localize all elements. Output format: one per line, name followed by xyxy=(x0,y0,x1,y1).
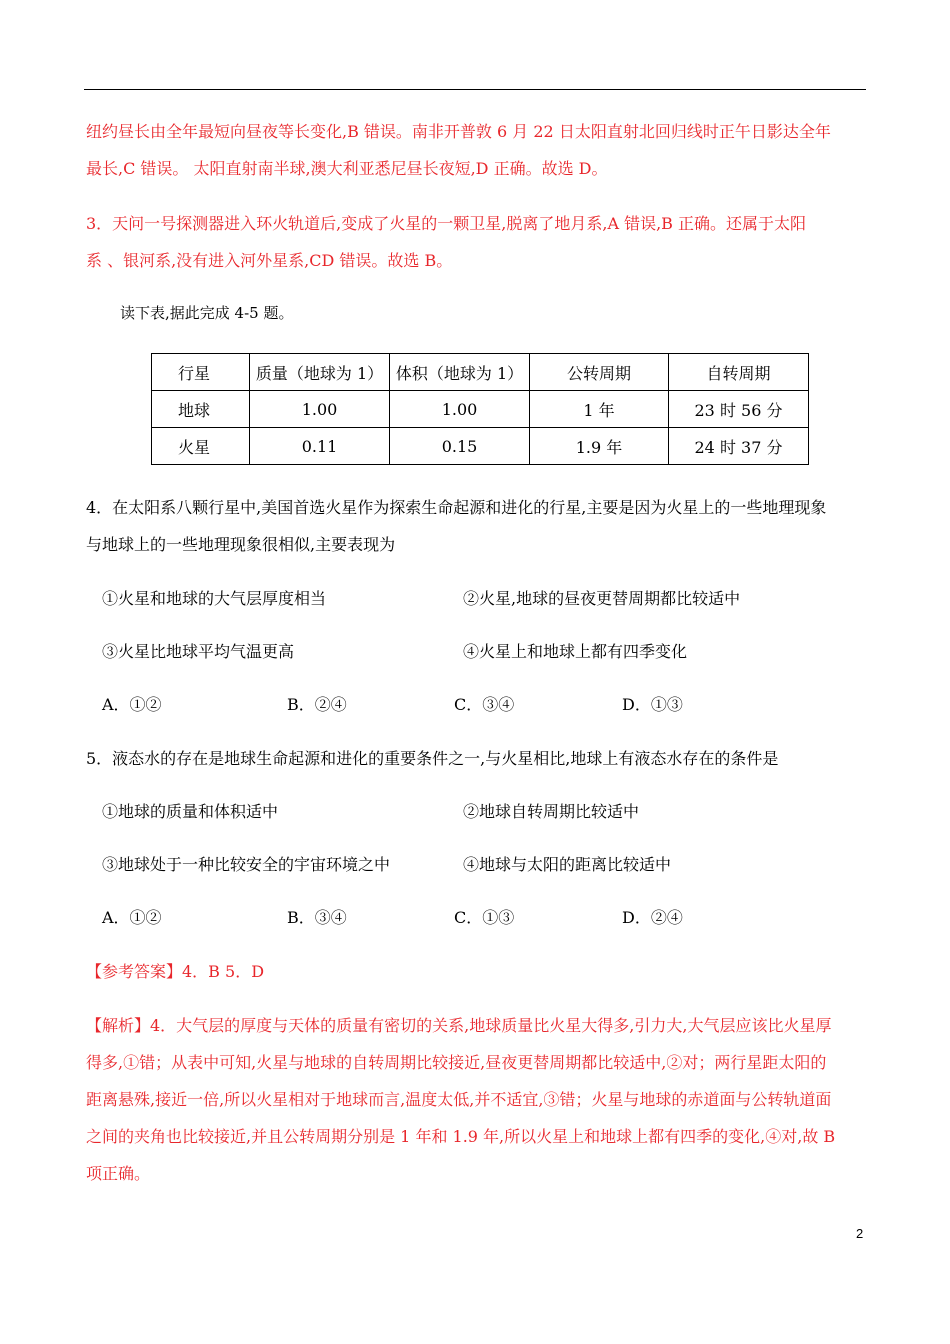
planet-table xyxy=(151,353,809,465)
table-cell: 0.11 xyxy=(250,428,390,465)
table-cell: 火星 xyxy=(152,428,250,465)
analysis-line-1: 【解析】4．大气层的厚度与天体的质量有密切的关系,地球质量比火星大得多,引力大,大气层应该比火星厚 xyxy=(86,1016,832,1035)
q4-stem-line-1: 4．在太阳系八颗行星中,美国首选火星作为探索生命起源和进化的行星,主要是因为火星上的一些地理现象 xyxy=(86,498,827,517)
analysis-line-3: 距离悬殊,接近一倍,所以火星相对于地球而言,温度太低,并不适宜,③错；火星与地球的赤道面与公转轨道面 xyxy=(86,1090,832,1109)
table-cell: 1.00 xyxy=(250,391,390,428)
header-cell: 自转周期 xyxy=(669,354,809,391)
q5-item-2: ②地球自转周期比较适中 xyxy=(463,802,640,821)
q5-item-4: ④地球与太阳的距离比较适中 xyxy=(463,855,672,874)
q5-choice-d: D．②④ xyxy=(622,908,683,927)
page-number: 2 xyxy=(856,1226,864,1241)
table-intro: 读下表,据此完成 4-5 题。 xyxy=(120,304,294,322)
table-cell: 1.9 年 xyxy=(530,428,669,465)
q4-item-4: ④火星上和地球上都有四季变化 xyxy=(463,642,688,661)
q5-choice-b: B．③④ xyxy=(287,908,347,927)
q5-choice-a: A．①② xyxy=(102,908,162,927)
q4-item-1: ①火星和地球的大气层厚度相当 xyxy=(102,589,327,608)
q4-item-2: ②火星,地球的昼夜更替周期都比较适中 xyxy=(463,589,741,608)
table-row xyxy=(152,391,809,428)
q3-answer-line-2: 系 、银河系,没有进入河外星系,CD 错误。故选 B。 xyxy=(86,251,453,270)
table-cell: 1.00 xyxy=(390,391,530,428)
prev-answer-line-2: 最长,C 错误。 太阳直射南半球,澳大利亚悉尼昼长夜短,D 正确。故选 D。 xyxy=(86,159,608,178)
q5-item-1: ①地球的质量和体积适中 xyxy=(102,802,279,821)
table-header-row xyxy=(152,354,809,391)
q5-choice-c: C．①③ xyxy=(454,908,515,927)
header-cell: 质量（地球为 1） xyxy=(250,354,390,391)
q4-choice-a: A．①② xyxy=(102,695,162,714)
analysis-line-2: 得多,①错；从表中可知,火星与地球的自转周期比较接近,昼夜更替周期都比较适中,②对；两行星距太阳的 xyxy=(86,1053,827,1072)
q4-choice-d: D．①③ xyxy=(622,695,683,714)
table-cell: 24 时 37 分 xyxy=(669,428,809,465)
header-cell: 公转周期 xyxy=(530,354,669,391)
analysis-line-4: 之间的夹角也比较接近,并且公转周期分别是 1 年和 1.9 年,所以火星上和地球上都有四季的变化,④对,故 B xyxy=(86,1127,836,1146)
header-rule xyxy=(84,89,866,90)
header-cell: 体积（地球为 1） xyxy=(390,354,530,391)
q4-item-3: ③火星比地球平均气温更高 xyxy=(102,642,295,661)
prev-answer-line-1: 纽约昼长由全年最短向昼夜等长变化,B 错误。南非开普敦 6 月 22 日太阳直射北回归线时正午日影达全年 xyxy=(86,122,831,141)
table-cell: 1 年 xyxy=(530,391,669,428)
q4-choice-c: C．③④ xyxy=(454,695,515,714)
q4-choice-b: B．②④ xyxy=(287,695,347,714)
table-cell: 0.15 xyxy=(390,428,530,465)
q3-answer-line-1: 3．天问一号探测器进入环火轨道后,变成了火星的一颗卫星,脱离了地月系,A 错误,B 正确。还属于太阳 xyxy=(86,214,807,233)
q5-item-3: ③地球处于一种比较安全的宇宙环境之中 xyxy=(102,855,391,874)
q5-stem: 5．液态水的存在是地球生命起源和进化的重要条件之一,与火星相比,地球上有液态水存在的条件是 xyxy=(86,749,779,768)
header-cell: 行星 xyxy=(152,354,250,391)
q4-stem-line-2: 与地球上的一些地理现象很相似,主要表现为 xyxy=(86,535,396,554)
analysis-line-5: 项正确。 xyxy=(86,1164,151,1183)
table-cell: 地球 xyxy=(152,391,250,428)
reference-answer: 【参考答案】4．B 5．D xyxy=(86,962,265,981)
table-row xyxy=(152,428,809,465)
table-cell: 23 时 56 分 xyxy=(669,391,809,428)
